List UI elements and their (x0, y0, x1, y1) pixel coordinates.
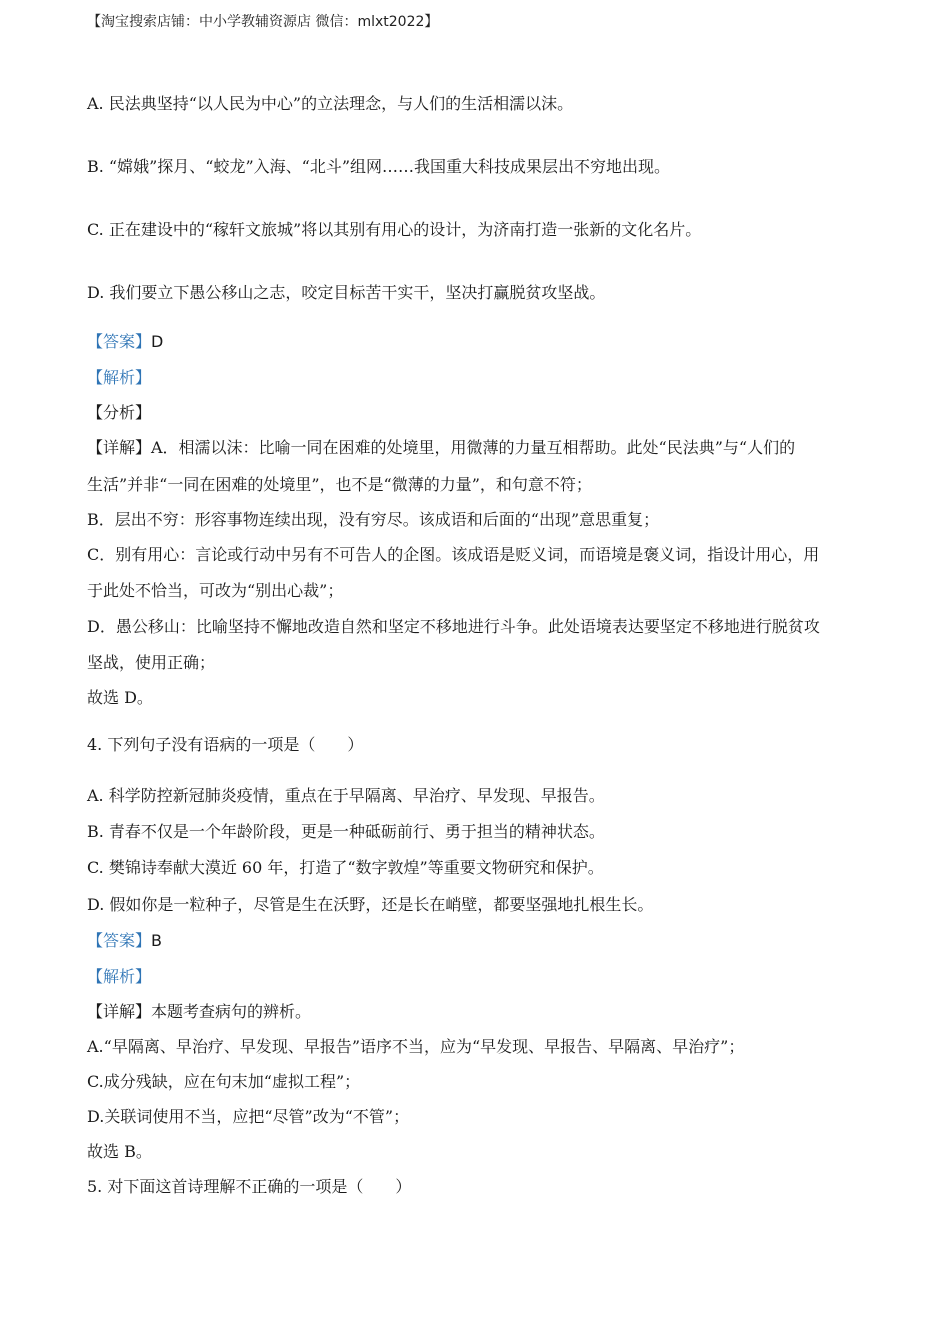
answer-tag: 【答案】 (87, 931, 152, 950)
q3-detail-line: D．愚公移山：比喻坚持不懈地改造自然和坚定不移地进行斗争。此处语境表达要坚定不移地进行脱贫攻 (87, 617, 820, 636)
q4-conclusion: 故选 B。 (87, 1142, 152, 1161)
q3-fenxi-tag: 【分析】 (87, 403, 152, 422)
q3-conclusion: 故选 D。 (87, 688, 153, 707)
q4-question: 4. 下列句子没有语病的一项是（ ） (87, 735, 364, 754)
q3-detail-line: C．别有用心：言论或行动中另有不可告人的企图。该成语是贬义词，而语境是褒义词，指设计用心，用 (87, 545, 820, 564)
page-header: 【淘宝搜索店铺：中小学教辅资源店 微信：mlxt2022】 (87, 14, 439, 30)
answer-value: D (151, 332, 164, 351)
q3-detail-line: 于此处不恰当，可改为“别出心裁”； (87, 581, 344, 600)
q4-detail-line: A.“早隔离、早治疗、早发现、早报告”语序不当，应为“早发现、早报告、早隔离、早治疗”； (87, 1037, 745, 1056)
q3-detail-line: 生活”并非“一同在困难的处境里”，也不是“微薄的力量”，和句意不符； (87, 475, 592, 494)
q4-option-c: C. 樊锦诗奉献大漠近 60 年，打造了“数字敦煌”等重要文物研究和保护。 (87, 858, 604, 877)
q4-option-d: D. 假如你是一粒种子，尽管是生在沃野，还是长在峭壁，都要坚强地扎根生长。 (87, 895, 654, 914)
q4-detail-line: D.关联词使用不当，应把“尽管”改为“不管”； (87, 1107, 410, 1126)
q4-analysis-tag: 【解析】 (87, 967, 152, 986)
q4-answer (87, 930, 162, 952)
q4-detail-line: 【详解】本题考查病句的辨析。 (87, 1002, 312, 1021)
q4-option-b: B. 青春不仅是一个年龄阶段，更是一种砥砺前行、勇于担当的精神状态。 (87, 822, 605, 841)
q3-option-a: A. 民法典坚持“以人民为中心”的立法理念，与人们的生活相濡以沫。 (87, 94, 574, 113)
q3-detail-line: 坚战，使用正确； (87, 653, 216, 672)
q5-question: 5. 对下面这首诗理解不正确的一项是（ ） (87, 1177, 412, 1196)
answer-tag: 【答案】 (87, 332, 152, 351)
q3-detail-line: 【详解】A．相濡以沫：比喻一同在困难的处境里，用微薄的力量互相帮助。此处“民法典”与“人们的 (87, 438, 796, 457)
q3-option-d: D. 我们要立下愚公移山之志，咬定目标苦干实干，坚决打赢脱贫攻坚战。 (87, 283, 606, 302)
q3-analysis-tag: 【解析】 (87, 368, 152, 387)
q3-detail-line: B．层出不穷：形容事物连续出现，没有穷尽。该成语和后面的“出现”意思重复； (87, 510, 660, 529)
q3-answer (87, 331, 163, 353)
answer-value: B (151, 931, 162, 950)
q3-option-b: B. “嫦娥”探月、“蛟龙”入海、“北斗”组网……我国重大科技成果层出不穷地出现。 (87, 157, 671, 176)
q3-option-c: C. 正在建设中的“稼轩文旅城”将以其别有用心的设计，为济南打造一张新的文化名片。 (87, 220, 702, 239)
q4-detail-line: C.成分残缺，应在句末加“虚拟工程”； (87, 1072, 361, 1091)
q4-option-a: A. 科学防控新冠肺炎疫情，重点在于早隔离、早治疗、早发现、早报告。 (87, 786, 605, 805)
